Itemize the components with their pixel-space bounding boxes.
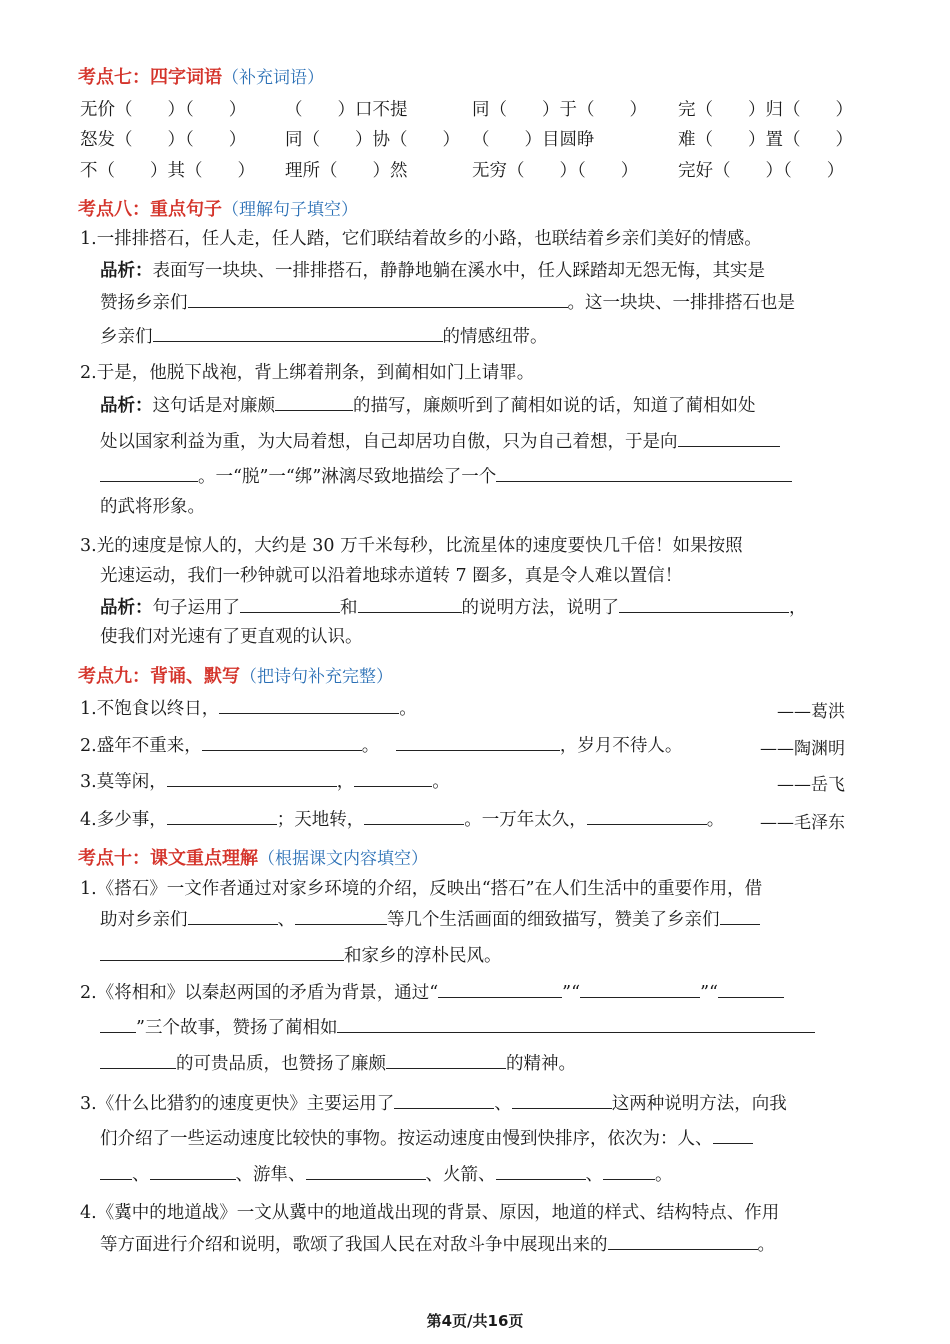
analysis-label: 品析： [100, 261, 153, 281]
analysis-text: 使我们对光速有了更直观的认识。 [100, 627, 363, 647]
question-text: 、游隼、 [235, 1165, 306, 1185]
word-item: 无价（ ）（ ） [80, 100, 247, 120]
poem-line [80, 768, 450, 795]
poem-author: ——岳飞 [777, 775, 845, 795]
answer-blank[interactable] [396, 732, 560, 751]
section-7-heading [78, 63, 324, 89]
analysis-text: 这句话是对廉颇 [152, 396, 275, 416]
question-text: 1.一排排搭石，任人走，任人踏，它们联结着故乡的小路，也联结着乡亲们美好的情感。 [80, 229, 762, 249]
question-text: 、 [277, 910, 295, 930]
question-text: 的精神。 [506, 1054, 576, 1074]
answer-blank[interactable] [720, 906, 760, 925]
question-text: 、 [585, 1165, 603, 1185]
section-subtitle: （根据课文内容填空） [258, 849, 428, 869]
analysis-text: 表面写一块块、一排排搭石，静静地躺在溪水中，任人踩踏却无怨无悔，其实是 [152, 261, 765, 281]
answer-blank[interactable] [153, 323, 443, 342]
question-line [100, 1050, 576, 1077]
section-title: 考点八：重点句子 [78, 199, 222, 220]
question-text: ”“ [700, 983, 718, 1003]
word-item: 同（ ）协（ ） [285, 130, 460, 150]
question-text: 助对乡亲们 [100, 910, 188, 930]
word-item: 同（ ）于（ ） [472, 100, 647, 120]
section-subtitle: （理解句子填空） [222, 200, 358, 220]
poem-text: 4.多少事， [80, 810, 167, 830]
analysis-text: 乡亲们 [100, 327, 153, 347]
answer-blank[interactable] [100, 1161, 132, 1180]
word-item: 理所（ ）然 [285, 161, 408, 181]
answer-blank[interactable] [167, 768, 337, 787]
poem-author: ——毛泽东 [760, 813, 845, 833]
analysis-text: 句子运用了 [152, 598, 240, 618]
answer-blank[interactable] [100, 1050, 176, 1069]
analysis-label: 品析： [100, 396, 153, 416]
question-text: 、 [494, 1094, 512, 1114]
question-line [100, 1161, 673, 1188]
question-text: 2.于是，他脱下战袍，背上绑着荆条，到蔺相如门上请罪。 [80, 363, 535, 383]
poem-author: ——陶渊明 [760, 739, 845, 759]
answer-blank[interactable] [580, 979, 700, 998]
answer-blank[interactable] [512, 1090, 612, 1109]
poem-text: 2.盛年不重来， [80, 736, 202, 756]
section-subtitle: （把诗句补充完整） [240, 667, 393, 687]
question-line [100, 942, 502, 969]
answer-blank[interactable] [364, 806, 464, 825]
answer-blank[interactable] [100, 463, 198, 482]
question-text: 、火箭、 [425, 1165, 496, 1185]
question-text: 等方面进行介绍和说明，歌颂了我国人民在对敌斗争中展现出来的 [100, 1235, 608, 1255]
answer-blank[interactable] [587, 806, 707, 825]
poem-text: 1.不饱食以终日， [80, 699, 220, 719]
poem-line [80, 695, 417, 722]
question-text: 3.光的速度是惊人的，大约是 30 万千米每秒，比流星体的速度要快几千倍！如果按照 [80, 536, 743, 556]
question-line [100, 906, 760, 933]
section-subtitle: （补充词语） [222, 68, 324, 88]
question-text: 。 [655, 1165, 673, 1185]
answer-blank[interactable] [188, 906, 278, 925]
poem-text: ， [336, 772, 355, 792]
poem-text: ，岁月不待人。 [559, 736, 683, 756]
word-item: 无穷（ ）（ ） [472, 161, 639, 181]
analysis-text: 赞扬乡亲们 [100, 293, 188, 313]
analysis-text: 和 [340, 598, 358, 618]
poem-text: 。 [706, 810, 725, 830]
answer-blank[interactable] [438, 979, 562, 998]
analysis-text: 的说明方法，说明了 [461, 598, 619, 618]
question-text: 、 [132, 1165, 150, 1185]
answer-blank[interactable] [496, 463, 792, 482]
poem-text: 。 [361, 736, 380, 756]
poem-text: ；天地转， [276, 810, 365, 830]
section-9-heading [78, 662, 393, 688]
analysis-line [100, 289, 795, 316]
page-number: 第4页/共16页 [426, 1312, 524, 1330]
poem-line [80, 806, 724, 833]
analysis-line [100, 428, 780, 455]
analysis-text: 。这一块块、一排排搭石也是 [567, 293, 795, 313]
analysis-label: 品析： [100, 598, 153, 618]
analysis-text: 的武将形象。 [100, 497, 205, 517]
question-text: 这两种说明方法，向我 [611, 1094, 787, 1114]
answer-blank[interactable] [240, 594, 340, 613]
poem-text: 。一万年太久， [464, 810, 587, 830]
word-item: 难（ ）置（ ） [678, 130, 853, 150]
answer-blank[interactable] [608, 1231, 758, 1250]
answer-blank[interactable] [603, 1161, 655, 1180]
question-line [80, 1090, 787, 1117]
question-text: 们介绍了一些运动速度比较快的事物。按运动速度由慢到快排序，依次为：人、 [100, 1129, 713, 1149]
answer-blank[interactable] [386, 1050, 506, 1069]
answer-blank[interactable] [496, 1161, 586, 1180]
answer-blank[interactable] [188, 289, 568, 308]
question-line [100, 1125, 753, 1152]
analysis-text: 的情感纽带。 [442, 327, 548, 347]
analysis-text: ， [789, 598, 807, 618]
poem-text: 3.莫等闲， [80, 772, 167, 792]
answer-blank[interactable] [100, 1014, 136, 1033]
poem-text: 。 [399, 699, 417, 719]
answer-blank[interactable] [394, 1090, 494, 1109]
section-8-heading [78, 195, 358, 221]
poem-text: 。 [432, 772, 450, 792]
word-item: 怒发（ ）（ ） [80, 130, 247, 150]
answer-blank[interactable] [718, 979, 784, 998]
answer-blank[interactable] [354, 768, 432, 787]
answer-blank[interactable] [219, 695, 399, 714]
word-item: 不（ ）其（ ） [80, 161, 255, 181]
analysis-line [100, 463, 792, 490]
answer-blank[interactable] [202, 732, 362, 751]
answer-blank[interactable] [275, 392, 353, 411]
section-10-heading [78, 844, 428, 870]
word-item: 完好（ ）（ ） [678, 161, 845, 181]
analysis-text: 的描写，廉颇听到了蔺相如说的话，知道了蔺相如处 [353, 396, 756, 416]
analysis-line [100, 594, 807, 621]
answer-blank[interactable] [306, 1161, 426, 1180]
section-title: 考点七：四字词语 [78, 67, 222, 88]
poem-author: ——葛洪 [777, 702, 845, 722]
question-text: 等几个生活画面的细致描写，赞美了乡亲们 [387, 910, 720, 930]
question-text: 4.《冀中的地道战》一文从冀中的地道战出现的背景、原因，地道的样式、结构特点、作用 [80, 1203, 780, 1223]
question-text: 3.《什么比猎豹的速度更快》主要运用了 [80, 1094, 395, 1114]
question-text: 光速运动，我们一秒钟就可以沿着地球赤道转 7 圈多，真是令人难以置信！ [100, 566, 683, 586]
answer-blank[interactable] [100, 942, 344, 961]
analysis-text: 。一“脱”一“绑”淋漓尽致地描绘了一个 [198, 467, 497, 487]
analysis-line [100, 392, 756, 419]
question-line [80, 979, 784, 1006]
answer-blank[interactable] [619, 594, 789, 613]
answer-blank[interactable] [358, 594, 462, 613]
question-text: 。 [757, 1235, 775, 1255]
question-text: 的可贵品质，也赞扬了廉颇 [176, 1054, 386, 1074]
section-title: 考点九：背诵、默写 [78, 666, 240, 687]
question-text: ”“ [562, 983, 581, 1003]
question-text: 1.《搭石》一文作者通过对家乡环境的介绍，反映出“搭石”在人们生活中的重要作用，借 [80, 879, 763, 899]
word-item: 完（ ）归（ ） [678, 100, 853, 120]
answer-blank[interactable] [678, 428, 780, 447]
question-line [100, 1014, 815, 1041]
poem-line [80, 732, 682, 759]
word-item: （ ）目圆睁 [472, 130, 595, 150]
question-line [100, 1231, 775, 1258]
analysis-text: 处以国家利益为重，为大局着想，自己却居功自傲，只为自己着想，于是向 [100, 432, 678, 452]
question-text: 和家乡的淳朴民风。 [344, 946, 502, 966]
answer-blank[interactable] [150, 1161, 236, 1180]
analysis-line [100, 258, 765, 284]
answer-blank[interactable] [295, 906, 387, 925]
word-item: （ ）口不提 [285, 100, 408, 120]
analysis-line [100, 323, 548, 350]
answer-blank[interactable] [167, 806, 277, 825]
question-text: 2.《将相和》以秦赵两国的矛盾为背景，通过“ [80, 983, 439, 1003]
section-title: 考点十：课文重点理解 [78, 848, 258, 869]
question-text: ”三个故事，赞扬了蔺相如 [136, 1018, 338, 1038]
answer-blank[interactable] [713, 1125, 753, 1144]
answer-blank[interactable] [337, 1014, 815, 1033]
